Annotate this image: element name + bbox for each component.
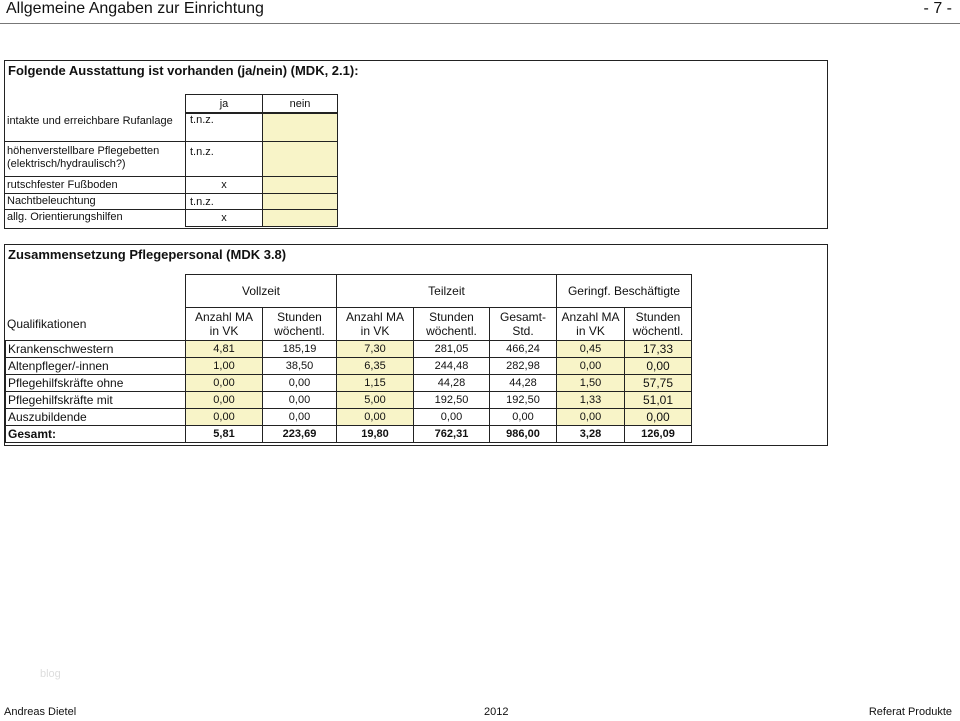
qualification-label: Auszubildende	[5, 408, 186, 426]
column-header	[489, 307, 557, 341]
column-header	[336, 307, 414, 341]
total-value: 19,80	[336, 425, 414, 443]
value-cell: 192,50	[413, 391, 490, 409]
group-vollzeit: Vollzeit	[185, 274, 337, 308]
column-header-line1: Gesamt-	[499, 310, 546, 324]
column-header-line1: Anzahl MA	[561, 310, 620, 324]
value-cell: 38,50	[262, 357, 337, 375]
total-value: 986,00	[489, 425, 557, 443]
value-cell: 0,00	[185, 408, 263, 426]
equipment-col-ja: ja	[185, 94, 263, 113]
equipment-nein-cell	[262, 193, 338, 210]
value-cell: 0,00	[624, 357, 692, 375]
value-cell: 0,00	[185, 391, 263, 409]
row-divider	[5, 209, 185, 210]
equipment-ja-cell: x	[185, 209, 263, 227]
column-header-line2: in VK	[209, 324, 239, 338]
staff-title: Zusammensetzung Pflegepersonal (MDK 3.8)	[8, 247, 287, 262]
qualification-label: Krankenschwestern	[5, 340, 186, 358]
value-cell: 282,98	[489, 357, 557, 375]
value-cell: 281,05	[413, 340, 490, 358]
equipment-nein-cell	[262, 113, 338, 142]
value-cell: 0,00	[185, 374, 263, 392]
qualification-label: Altenpfleger/-innen	[5, 357, 186, 375]
column-header-line2: in VK	[360, 324, 390, 338]
equipment-title: Folgende Ausstattung ist vorhanden (ja/nein) (MDK, 2.1):	[8, 63, 359, 78]
qualification-label: Pflegehilfskräfte ohne	[5, 374, 186, 392]
value-cell: 7,30	[336, 340, 414, 358]
column-header	[624, 307, 692, 341]
equipment-nein-cell	[262, 141, 338, 177]
equipment-nein-cell	[262, 209, 338, 227]
total-value: 762,31	[413, 425, 490, 443]
value-cell: 44,28	[413, 374, 490, 392]
value-cell: 0,00	[489, 408, 557, 426]
value-cell: 0,45	[556, 340, 625, 358]
page-number: - 7 -	[923, 0, 952, 17]
value-cell: 4,81	[185, 340, 263, 358]
total-value: 5,81	[185, 425, 263, 443]
column-header-line1: Anzahl MA	[345, 310, 405, 324]
equipment-row-label: allg. Orientierungshilfen	[7, 211, 123, 223]
equipment-row-label: intakte und erreichbare Rufanlage	[7, 115, 173, 127]
page-title: Allgemeine Angaben zur Einrichtung	[6, 0, 264, 17]
equipment-row-label: rutschfester Fußboden	[7, 179, 118, 191]
value-cell: 0,00	[624, 408, 692, 426]
equipment-ja-cell: t.n.z.	[185, 113, 263, 142]
equipment-section	[4, 60, 828, 229]
column-header-line2: Std.	[512, 324, 534, 338]
column-header-line1: Stunden	[277, 310, 322, 324]
column-header-line1: Stunden	[635, 310, 681, 324]
total-value: 223,69	[262, 425, 337, 443]
equipment-nein-cell	[262, 176, 338, 194]
column-header	[185, 307, 263, 341]
value-cell: 1,33	[556, 391, 625, 409]
column-header-line2: wöchentl.	[426, 324, 477, 338]
column-header-line2: wöchentl.	[274, 324, 325, 338]
equipment-row-label: höhenverstellbare Pflegebetten	[7, 145, 160, 157]
equipment-row-label-sub: (elektrisch/hydraulisch?)	[7, 158, 126, 170]
value-cell: 0,00	[556, 357, 625, 375]
equipment-ja-cell: t.n.z.	[185, 141, 263, 177]
row-divider	[5, 176, 185, 177]
value-cell: 51,01	[624, 391, 692, 409]
value-cell: 5,00	[336, 391, 414, 409]
column-header	[262, 307, 337, 341]
value-cell: 17,33	[624, 340, 692, 358]
equipment-ja-cell: x	[185, 176, 263, 194]
value-cell: 0,00	[413, 408, 490, 426]
equipment-col-nein: nein	[262, 94, 338, 113]
value-cell: 57,75	[624, 374, 692, 392]
value-cell: 192,50	[489, 391, 557, 409]
value-cell: 185,19	[262, 340, 337, 358]
value-cell: 0,00	[262, 374, 337, 392]
column-header-line2: in VK	[576, 324, 605, 338]
title-rule	[0, 23, 960, 24]
column-header-line1: Stunden	[429, 310, 474, 324]
value-cell: 44,28	[489, 374, 557, 392]
column-header	[413, 307, 490, 341]
footer-left: Andreas Dietel	[4, 706, 77, 718]
row-divider	[5, 193, 185, 194]
staff-section	[4, 244, 828, 446]
footer-center: 2012	[484, 706, 509, 718]
qualifications-label: Qualifikationen	[7, 317, 87, 331]
value-cell: 0,00	[336, 408, 414, 426]
group-geringf: Geringf. Beschäftigte	[556, 274, 692, 308]
equipment-ja-cell: t.n.z.	[185, 193, 263, 210]
value-cell: 1,50	[556, 374, 625, 392]
value-cell: 1,15	[336, 374, 414, 392]
value-cell: 0,00	[262, 391, 337, 409]
column-header-line1: Anzahl MA	[194, 310, 254, 324]
total-value: 3,28	[556, 425, 625, 443]
equipment-row-label: Nachtbeleuchtung	[7, 195, 96, 207]
value-cell: 244,48	[413, 357, 490, 375]
total-value: 126,09	[624, 425, 692, 443]
value-cell: 6,35	[336, 357, 414, 375]
footer-right: Referat Produkte	[868, 706, 952, 718]
row-divider	[5, 141, 185, 142]
column-header	[556, 307, 625, 341]
value-cell: 0,00	[556, 408, 625, 426]
column-header-line2: wöchentl.	[632, 324, 684, 338]
value-cell: 1,00	[185, 357, 263, 375]
value-cell: 0,00	[262, 408, 337, 426]
total-label: Gesamt:	[5, 425, 186, 443]
watermark: blog	[40, 668, 61, 680]
value-cell: 466,24	[489, 340, 557, 358]
qualification-label: Pflegehilfskräfte mit	[5, 391, 186, 409]
group-teilzeit: Teilzeit	[336, 274, 557, 308]
